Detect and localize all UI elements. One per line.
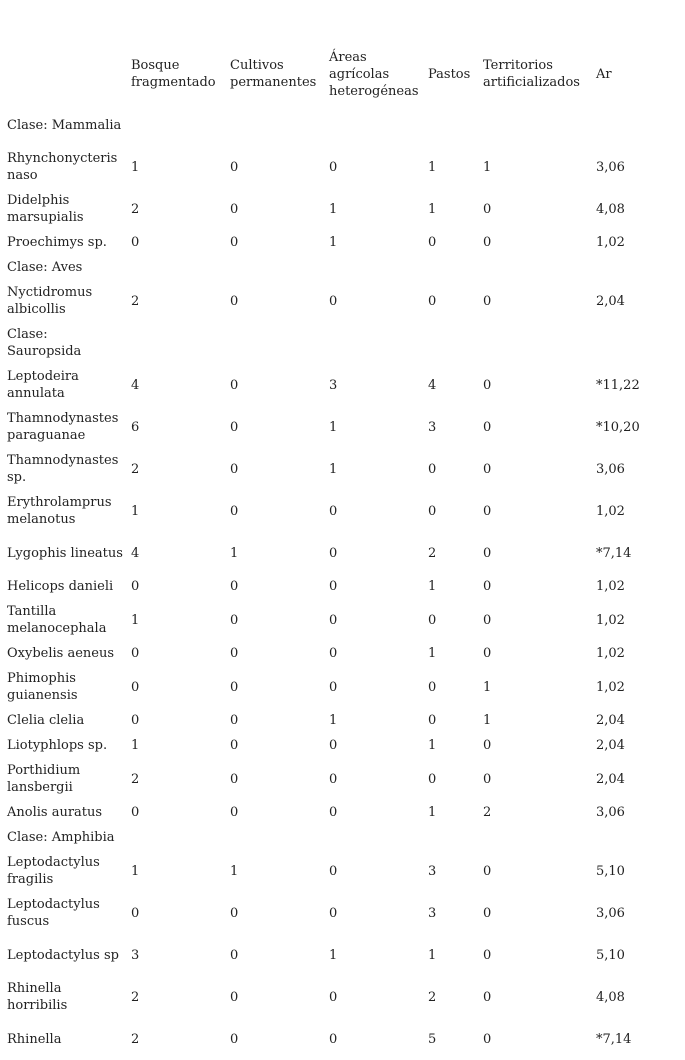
cell-cultivos: 0 <box>230 201 239 217</box>
empty-cell <box>226 825 325 850</box>
cell-cultivos: 0 <box>230 805 239 820</box>
cell-territorios: 0 <box>483 545 492 561</box>
class-row <box>3 104 683 146</box>
empty-cell <box>424 825 479 850</box>
cell-species: Liotyphlops sp. <box>7 738 108 753</box>
cell-bosque: 0 <box>131 646 140 661</box>
cell-areas: 3 <box>329 377 338 393</box>
cell-ar: *7,14 <box>596 1031 632 1047</box>
cell-ar: 5,10 <box>596 863 625 879</box>
table-row <box>3 188 683 230</box>
header-cell-bosque: Bosque fragmentado <box>131 58 216 90</box>
cell-areas: 1 <box>329 419 338 435</box>
cell-ar: 5,10 <box>596 947 625 963</box>
cell-pastos: 0 <box>428 503 437 519</box>
cell-areas: 0 <box>329 679 338 695</box>
empty-cell <box>592 322 683 364</box>
cell-species: Lygophis lineatus <box>7 545 123 561</box>
empty-cell <box>592 255 683 280</box>
cell-bosque: 0 <box>131 905 140 921</box>
cell-bosque: 0 <box>131 235 140 250</box>
cell-bosque: 2 <box>131 771 140 787</box>
table-row <box>3 532 683 574</box>
cell-ar: 1,02 <box>596 235 625 250</box>
table-row <box>3 280 683 322</box>
cell-territorios: 0 <box>483 1031 492 1047</box>
cell-pastos: 1 <box>428 947 437 963</box>
cell-pastos: 0 <box>428 612 437 628</box>
class-label: Clase: Amphibia <box>7 830 115 845</box>
cell-pastos: 0 <box>428 771 437 787</box>
cell-species: Oxybelis aeneus <box>7 646 115 661</box>
cell-ar: 1,02 <box>596 646 625 661</box>
cell-bosque: 2 <box>131 1031 140 1047</box>
cell-areas: 0 <box>329 905 338 921</box>
cell-species: Didelphis marsupialis <box>7 193 84 225</box>
cell-territorios: 0 <box>483 377 492 393</box>
cell-species: Thamnodynastes paraguanae <box>7 411 119 443</box>
cell-territorios: 0 <box>483 771 492 787</box>
table-row <box>3 758 683 800</box>
table-row <box>3 230 683 255</box>
empty-cell <box>325 104 424 146</box>
cell-bosque: 2 <box>131 461 140 477</box>
class-label: Clase: Sauropsida <box>7 327 82 359</box>
cell-pastos: 1 <box>428 738 437 753</box>
cell-cultivos: 0 <box>230 713 239 728</box>
cell-cultivos: 0 <box>230 646 239 661</box>
cell-areas: 0 <box>329 863 338 879</box>
empty-cell <box>592 825 683 850</box>
cell-pastos: 4 <box>428 377 437 393</box>
cell-territorios: 0 <box>483 419 492 435</box>
cell-territorios: 0 <box>483 235 492 250</box>
empty-cell <box>424 322 479 364</box>
cell-bosque: 6 <box>131 419 140 435</box>
cell-species: Rhynchonycteris naso <box>7 151 118 183</box>
cell-pastos: 5 <box>428 1031 437 1047</box>
cell-pastos: 0 <box>428 235 437 250</box>
cell-bosque: 3 <box>131 947 140 963</box>
cell-territorios: 0 <box>483 989 492 1005</box>
cell-territorios: 0 <box>483 579 492 594</box>
cell-bosque: 1 <box>131 863 140 879</box>
table-row <box>3 976 683 1018</box>
cell-pastos: 1 <box>428 201 437 217</box>
cell-territorios: 1 <box>483 159 492 175</box>
cell-ar: 1,02 <box>596 503 625 519</box>
empty-cell <box>424 255 479 280</box>
header-cell-ar: Ar <box>596 66 612 82</box>
cell-areas: 0 <box>329 503 338 519</box>
cell-cultivos: 0 <box>230 377 239 393</box>
cell-bosque: 0 <box>131 579 140 594</box>
table-row <box>3 448 683 490</box>
cell-cultivos: 0 <box>230 579 239 594</box>
cell-species: Leptodactylus fuscus <box>7 897 100 929</box>
cell-cultivos: 0 <box>230 738 239 753</box>
table-row <box>3 934 683 976</box>
cell-territorios: 0 <box>483 947 492 963</box>
cell-ar: 1,02 <box>596 612 625 628</box>
empty-cell <box>592 104 683 146</box>
cell-areas: 1 <box>329 713 338 728</box>
cell-territorios: 0 <box>483 461 492 477</box>
cell-ar: *11,22 <box>596 377 640 393</box>
cell-pastos: 0 <box>428 293 437 309</box>
cell-cultivos: 0 <box>230 947 239 963</box>
cell-species: Erythrolamprus melanotus <box>7 495 112 527</box>
cell-species: Leptodactylus fragilis <box>7 855 100 887</box>
empty-cell <box>479 104 592 146</box>
empty-cell <box>325 322 424 364</box>
cell-species: Thamnodynastes sp. <box>7 453 119 485</box>
table-row <box>3 641 683 666</box>
table-row <box>3 1018 683 1060</box>
cell-bosque: 4 <box>131 545 140 561</box>
cell-areas: 0 <box>329 646 338 661</box>
empty-cell <box>479 322 592 364</box>
cell-ar: 3,06 <box>596 905 625 921</box>
empty-cell <box>424 104 479 146</box>
cell-areas: 0 <box>329 805 338 820</box>
table-row <box>3 708 683 733</box>
cell-species: Clelia clelia <box>7 713 85 728</box>
cell-species: Leptodeira annulata <box>7 369 79 401</box>
cell-cultivos: 0 <box>230 679 239 695</box>
cell-pastos: 1 <box>428 805 437 820</box>
cell-ar: *10,20 <box>596 419 640 435</box>
cell-species: Anolis auratus <box>7 805 103 820</box>
table-row <box>3 733 683 758</box>
cell-bosque: 2 <box>131 989 140 1005</box>
cell-species: Rhinella horribilis <box>7 981 68 1013</box>
cell-bosque: 2 <box>131 201 140 217</box>
table-row <box>3 406 683 448</box>
empty-cell <box>325 825 424 850</box>
cell-cultivos: 0 <box>230 771 239 787</box>
cell-pastos: 3 <box>428 863 437 879</box>
cell-species: Porthidium lansbergii <box>7 763 81 795</box>
cell-cultivos: 1 <box>230 863 239 879</box>
cell-cultivos: 0 <box>230 235 239 250</box>
cell-pastos: 1 <box>428 159 437 175</box>
empty-cell <box>127 104 226 146</box>
header-row <box>3 44 683 104</box>
header-cell-areas: Áreas agrícolas heterogéneas <box>329 49 419 99</box>
class-label: Clase: Aves <box>7 260 83 275</box>
cell-bosque: 1 <box>131 159 140 175</box>
empty-cell <box>226 322 325 364</box>
species-habitat-table <box>3 44 683 1060</box>
cell-ar: 4,08 <box>596 989 625 1005</box>
cell-areas: 0 <box>329 612 338 628</box>
cell-ar: 1,02 <box>596 679 625 695</box>
cell-territorios: 0 <box>483 612 492 628</box>
cell-pastos: 1 <box>428 646 437 661</box>
cell-species: Tantilla melanocephala <box>7 604 107 636</box>
empty-cell <box>127 322 226 364</box>
empty-cell <box>226 255 325 280</box>
empty-cell <box>479 255 592 280</box>
cell-bosque: 4 <box>131 377 140 393</box>
cell-areas: 0 <box>329 771 338 787</box>
cell-cultivos: 0 <box>230 461 239 477</box>
cell-territorios: 0 <box>483 905 492 921</box>
cell-species: Leptodactylus sp <box>7 947 119 963</box>
cell-areas: 0 <box>329 293 338 309</box>
cell-ar: 2,04 <box>596 713 625 728</box>
empty-cell <box>325 255 424 280</box>
cell-cultivos: 0 <box>230 503 239 519</box>
table-row <box>3 574 683 599</box>
cell-species: Proechimys sp. <box>7 235 107 250</box>
cell-cultivos: 0 <box>230 1031 239 1047</box>
cell-territorios: 0 <box>483 738 492 753</box>
cell-pastos: 3 <box>428 419 437 435</box>
header-cell-species <box>3 44 127 104</box>
cell-pastos: 1 <box>428 579 437 594</box>
cell-areas: 0 <box>329 159 338 175</box>
cell-cultivos: 0 <box>230 159 239 175</box>
header-cell-cultivos: Cultivos permanentes <box>230 58 317 90</box>
cell-bosque: 0 <box>131 713 140 728</box>
cell-ar: 2,04 <box>596 771 625 787</box>
cell-territorios: 0 <box>483 503 492 519</box>
header-cell-pastos: Pastos <box>428 66 471 82</box>
cell-pastos: 3 <box>428 905 437 921</box>
cell-bosque: 1 <box>131 738 140 753</box>
table-body <box>3 104 683 1060</box>
cell-cultivos: 0 <box>230 419 239 435</box>
cell-cultivos: 0 <box>230 293 239 309</box>
cell-bosque: 0 <box>131 805 140 820</box>
cell-areas: 0 <box>329 545 338 561</box>
cell-bosque: 0 <box>131 679 140 695</box>
cell-species: Phimophis guianensis <box>7 671 78 703</box>
table-row <box>3 666 683 708</box>
cell-areas: 0 <box>329 989 338 1005</box>
table-row <box>3 892 683 934</box>
cell-areas: 0 <box>329 579 338 594</box>
cell-territorios: 1 <box>483 679 492 695</box>
cell-pastos: 0 <box>428 461 437 477</box>
cell-pastos: 2 <box>428 989 437 1005</box>
cell-territorios: 0 <box>483 293 492 309</box>
class-label: Clase: Mammalia <box>7 117 122 133</box>
empty-cell <box>127 255 226 280</box>
cell-pastos: 0 <box>428 679 437 695</box>
empty-cell <box>479 825 592 850</box>
table-row <box>3 364 683 406</box>
cell-territorios: 0 <box>483 646 492 661</box>
cell-territorios: 0 <box>483 863 492 879</box>
cell-territorios: 1 <box>483 713 492 728</box>
cell-areas: 0 <box>329 1031 338 1047</box>
class-row <box>3 825 683 850</box>
cell-species: Helicops danieli <box>7 579 114 594</box>
cell-pastos: 2 <box>428 545 437 561</box>
cell-ar: 1,02 <box>596 579 625 594</box>
cell-areas: 1 <box>329 947 338 963</box>
cell-ar: *7,14 <box>596 545 632 561</box>
class-row <box>3 322 683 364</box>
cell-ar: 2,04 <box>596 293 625 309</box>
cell-cultivos: 0 <box>230 989 239 1005</box>
table-row <box>3 490 683 532</box>
cell-ar: 2,04 <box>596 738 625 753</box>
cell-cultivos: 0 <box>230 905 239 921</box>
cell-areas: 1 <box>329 235 338 250</box>
cell-territorios: 2 <box>483 805 492 820</box>
cell-areas: 1 <box>329 201 338 217</box>
cell-ar: 3,06 <box>596 805 625 820</box>
header-cell-territorios: Territorios artificializados <box>483 58 580 90</box>
table-row <box>3 599 683 641</box>
cell-territorios: 0 <box>483 201 492 217</box>
cell-ar: 4,08 <box>596 201 625 217</box>
table-row <box>3 800 683 825</box>
table-row <box>3 850 683 892</box>
cell-cultivos: 0 <box>230 612 239 628</box>
class-row <box>3 255 683 280</box>
empty-cell <box>226 104 325 146</box>
empty-cell <box>127 825 226 850</box>
cell-areas: 1 <box>329 461 338 477</box>
cell-bosque: 1 <box>131 612 140 628</box>
cell-species: Nyctidromus albicollis <box>7 285 93 317</box>
cell-species: Rhinella <box>7 1031 62 1047</box>
cell-cultivos: 1 <box>230 545 239 561</box>
cell-bosque: 2 <box>131 293 140 309</box>
cell-ar: 3,06 <box>596 461 625 477</box>
cell-ar: 3,06 <box>596 159 625 175</box>
cell-areas: 0 <box>329 738 338 753</box>
cell-bosque: 1 <box>131 503 140 519</box>
cell-pastos: 0 <box>428 713 437 728</box>
table-row <box>3 146 683 188</box>
